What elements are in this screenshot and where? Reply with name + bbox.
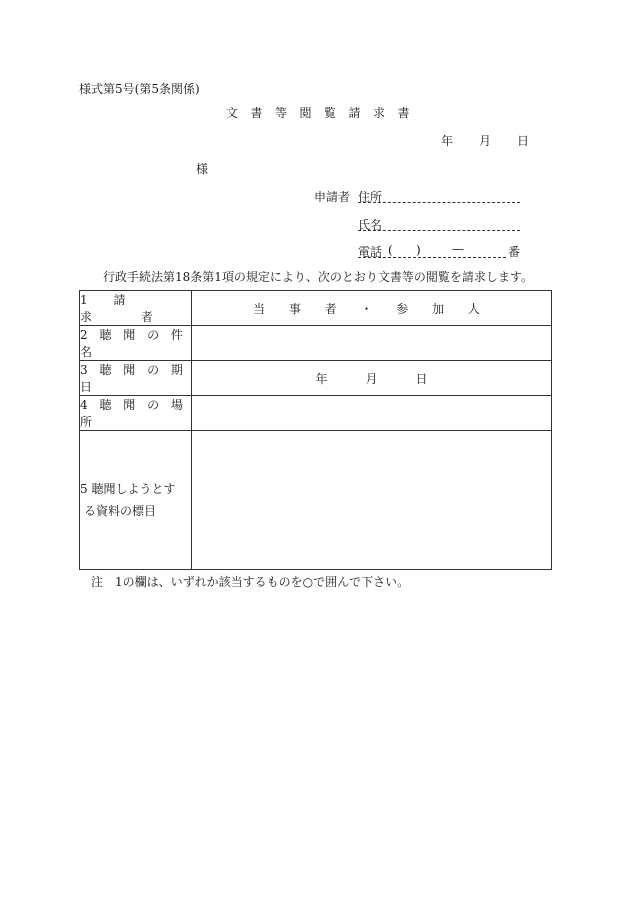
name-underline	[358, 230, 520, 231]
name-label: 氏名	[358, 218, 383, 232]
hearing-place-value[interactable]	[192, 396, 552, 431]
date-year: 年	[441, 134, 454, 148]
document-index-value[interactable]	[192, 431, 552, 570]
document-title: 文書等閲覧請求書	[226, 106, 423, 120]
applicant-label: 申請者	[314, 190, 351, 204]
date-line	[441, 132, 529, 149]
phone-suffix: 番	[508, 245, 521, 259]
phone-underline	[358, 257, 506, 258]
form-number: 様式第5号(第5条関係)	[79, 82, 200, 96]
table-row	[80, 396, 552, 431]
date-month: 月	[479, 134, 492, 148]
document-index-label-line2: る資料の標目	[84, 504, 157, 518]
request-table	[79, 290, 552, 570]
hearing-date-label: 3 聴 聞 の 期 日	[80, 361, 192, 396]
address-label: 住所	[358, 190, 383, 204]
hearing-date-year: 年	[315, 371, 328, 386]
hearing-date-day: 日	[415, 371, 428, 386]
request-statement: 行政手続法第18条第1項の規定により、次のとおり文書等の閲覧を請求します。	[103, 270, 533, 284]
table-row	[80, 361, 552, 396]
date-day: 日	[517, 134, 530, 148]
hearing-date-month: 月	[365, 371, 378, 386]
footnote: 注 1の欄は、いずれか該当するものを○で囲んで下さい。	[91, 575, 410, 589]
phone-dash: —	[452, 242, 464, 256]
table-row	[80, 326, 552, 361]
requester-value: 当 事 者 ・ 参 加 人	[192, 291, 552, 326]
document-index-label-line1: 5 聴聞しようとす	[80, 482, 176, 496]
hearing-date-value[interactable]	[192, 361, 552, 396]
phone-label: 電話	[358, 245, 383, 259]
phone-close-paren: )	[416, 243, 421, 257]
requester-label: 1 請 求 者	[80, 291, 192, 326]
hearing-subject-label: 2 聴 聞 の 件 名	[80, 326, 192, 361]
document-index-label	[80, 431, 192, 570]
table-row	[80, 431, 552, 570]
phone-open-paren: (	[388, 243, 393, 257]
address-underline	[358, 202, 520, 203]
table-row	[80, 291, 552, 326]
hearing-subject-value[interactable]	[192, 326, 552, 361]
hearing-place-label: 4 聴 聞 の 場 所	[80, 396, 192, 431]
addressee: 様	[196, 162, 209, 176]
